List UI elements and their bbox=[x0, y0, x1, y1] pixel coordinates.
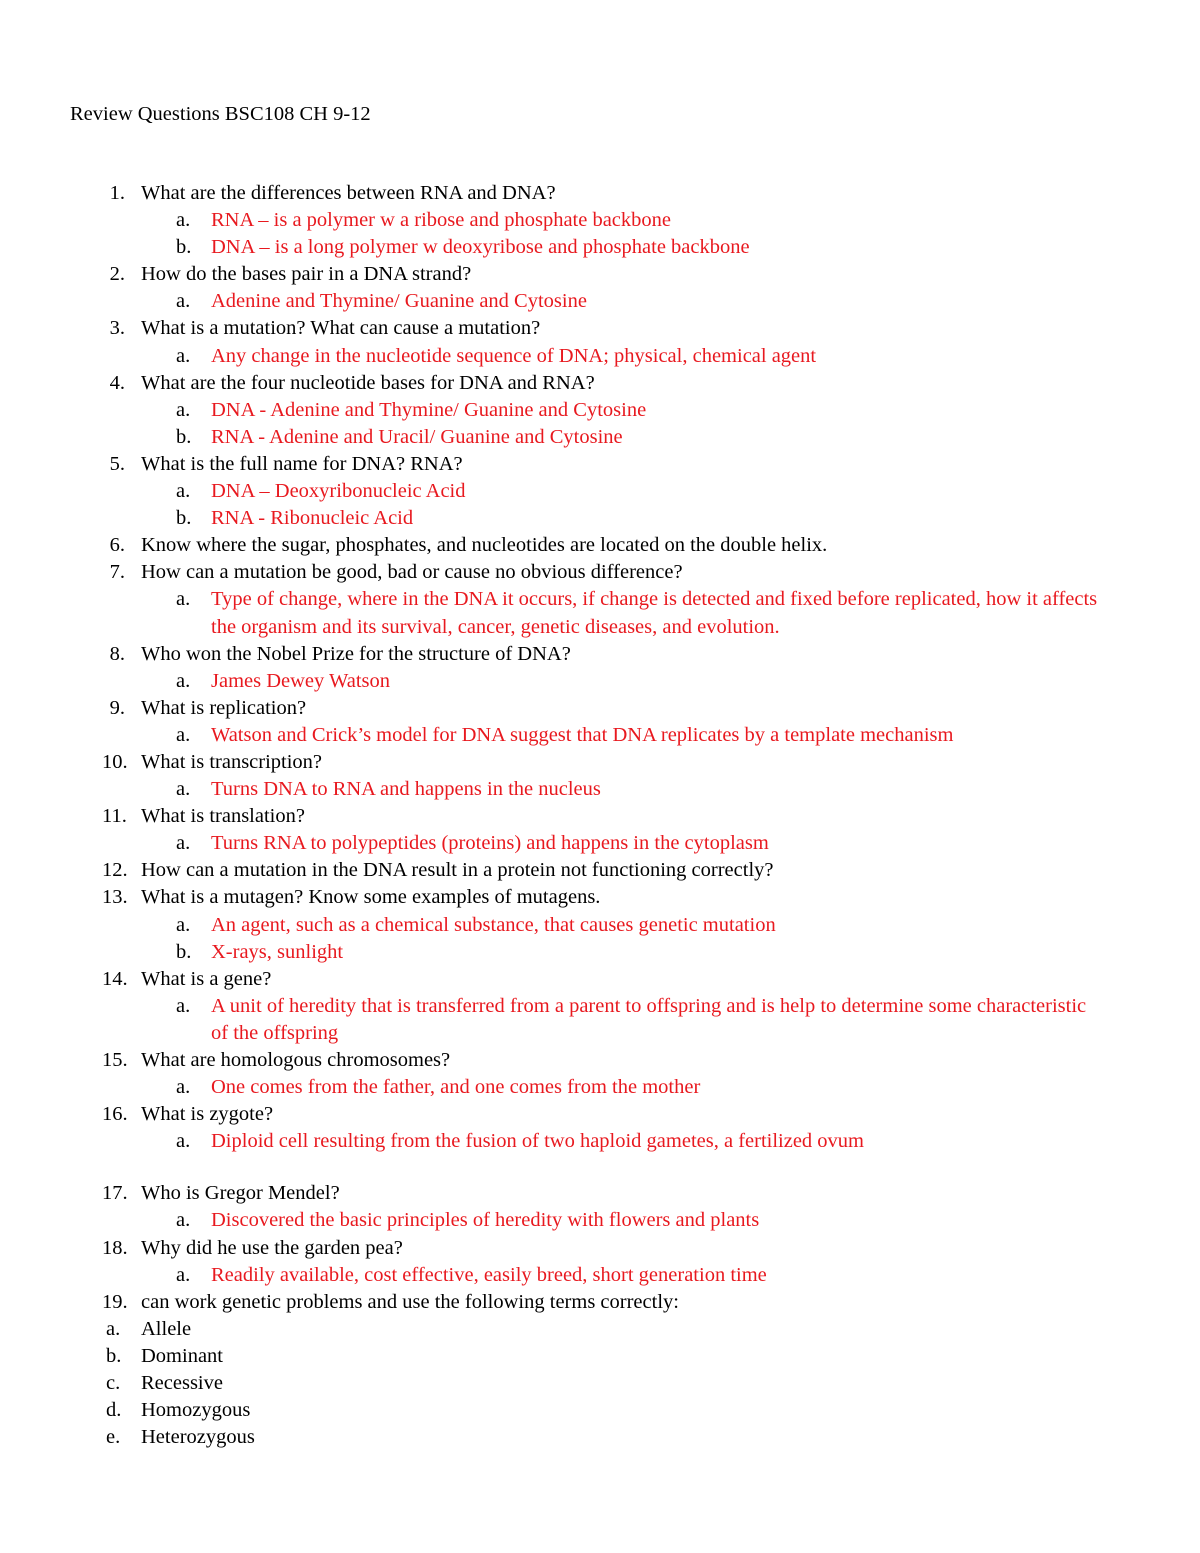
answer-item bbox=[0, 424, 1200, 451]
term-text: Homozygous bbox=[141, 1399, 251, 1422]
answer-text: RNA – is a polymer w a ribose and phosphate backbone bbox=[211, 209, 672, 232]
question-item bbox=[0, 803, 1200, 830]
question-list bbox=[0, 180, 1200, 1451]
question-text: What is a gene? bbox=[141, 967, 272, 990]
question-text: Who is Gregor Mendel? bbox=[141, 1182, 340, 1205]
term-marker: d. bbox=[106, 1399, 122, 1422]
question-text: How do the bases pair in a DNA strand? bbox=[141, 263, 472, 286]
question-text: What is the full name for DNA? RNA? bbox=[141, 452, 463, 475]
question-item bbox=[0, 695, 1200, 722]
question-number: 11. bbox=[102, 805, 127, 828]
answer-marker: a. bbox=[176, 1263, 191, 1286]
answer-text: RNA - Adenine and Uracil/ Guanine and Cytosine bbox=[211, 425, 623, 448]
question-item bbox=[0, 1101, 1200, 1128]
question-number: 3. bbox=[109, 317, 125, 340]
question-text: What is zygote? bbox=[141, 1103, 274, 1126]
answer-text: An agent, such as a chemical substance, that causes genetic mutation bbox=[211, 913, 776, 936]
question-text: can work genetic problems and use the following terms correctly: bbox=[141, 1290, 679, 1313]
answer-item bbox=[0, 343, 1200, 370]
answer-text: DNA – is a long polymer w deoxyribose and phosphate backbone bbox=[211, 236, 750, 259]
question-text: What are homologous chromosomes? bbox=[141, 1049, 451, 1071]
answer-item bbox=[0, 207, 1200, 234]
question-number: 2. bbox=[109, 263, 125, 286]
term-marker: a. bbox=[106, 1317, 121, 1340]
answer-item bbox=[0, 668, 1200, 695]
question-number: 13. bbox=[102, 886, 128, 909]
answer-marker: a. bbox=[176, 290, 191, 313]
question-item bbox=[0, 180, 1200, 207]
spacer bbox=[0, 1155, 1200, 1180]
answer-item bbox=[0, 505, 1200, 532]
answer-text: Adenine and Thymine/ Guanine and Cytosine bbox=[211, 290, 587, 313]
answer-item bbox=[0, 1128, 1200, 1155]
question-text: Know where the sugar, phosphates, and nucleotides are located on the double helix. bbox=[141, 534, 828, 557]
answer-item bbox=[0, 1207, 1200, 1234]
answer-item bbox=[0, 993, 1200, 1047]
question-item bbox=[0, 1235, 1200, 1262]
answer-marker: a. bbox=[176, 723, 191, 746]
answer-item bbox=[0, 939, 1200, 966]
answer-marker: a. bbox=[176, 344, 191, 367]
question-text: What is replication? bbox=[141, 696, 307, 719]
answer-marker: a. bbox=[176, 994, 191, 1017]
question-item bbox=[0, 1289, 1200, 1316]
question-item bbox=[0, 261, 1200, 288]
question-number: 19. bbox=[102, 1290, 128, 1313]
answer-item bbox=[0, 478, 1200, 505]
question-number: 5. bbox=[109, 452, 125, 475]
term-text: Dominant bbox=[141, 1344, 223, 1367]
answer-item bbox=[0, 1074, 1200, 1101]
question-number: 6. bbox=[109, 534, 125, 557]
question-number: 15. bbox=[102, 1049, 128, 1071]
answer-marker: a. bbox=[176, 398, 191, 421]
answer-text: Type of change, where in the DNA it occurs, if change is detected and fixed before replicated, how it affects the organism and its survival, cancer, genetic diseases, and evolution. bbox=[211, 588, 1098, 638]
answer-text: Turns DNA to RNA and happens in the nucleus bbox=[211, 778, 601, 801]
term-item bbox=[0, 1397, 1200, 1424]
answer-item bbox=[0, 234, 1200, 261]
question-item bbox=[0, 559, 1200, 586]
answer-marker: a. bbox=[176, 1076, 191, 1099]
answer-text: Any change in the nucleotide sequence of DNA; physical, chemical agent bbox=[211, 344, 817, 367]
answer-marker: a. bbox=[176, 1209, 191, 1232]
answer-marker: a. bbox=[176, 832, 191, 855]
question-number: 14. bbox=[102, 967, 128, 990]
question-text: How can a mutation be good, bad or cause no obvious difference? bbox=[141, 561, 683, 584]
answer-text: James Dewey Watson bbox=[211, 669, 391, 692]
term-marker: b. bbox=[106, 1344, 122, 1367]
question-text: What is translation? bbox=[141, 805, 305, 828]
term-item bbox=[0, 1343, 1200, 1370]
term-text: Allele bbox=[141, 1317, 192, 1340]
answer-marker: a. bbox=[176, 1130, 191, 1153]
question-number: 17. bbox=[102, 1182, 128, 1205]
answer-item bbox=[0, 722, 1200, 749]
question-item bbox=[0, 857, 1200, 884]
question-text: What are the differences between RNA and DNA? bbox=[141, 182, 556, 204]
answer-marker: a. bbox=[176, 480, 191, 503]
question-text: What is a mutation? What can cause a mutation? bbox=[141, 317, 541, 340]
term-item bbox=[0, 1370, 1200, 1397]
question-item bbox=[0, 1047, 1200, 1074]
question-item bbox=[0, 1180, 1200, 1207]
answer-text: One comes from the father, and one comes from the mother bbox=[211, 1076, 701, 1099]
answer-text: X-rays, sunlight bbox=[211, 940, 344, 963]
answer-marker: a. bbox=[176, 209, 191, 232]
question-text: What is transcription? bbox=[141, 750, 323, 773]
answer-text: Discovered the basic principles of heredity with flowers and plants bbox=[211, 1209, 760, 1232]
question-text: Who won the Nobel Prize for the structure of DNA? bbox=[141, 642, 571, 665]
answer-item bbox=[0, 397, 1200, 424]
answer-item bbox=[0, 1262, 1200, 1289]
question-number: 4. bbox=[109, 371, 125, 394]
answer-marker: a. bbox=[176, 913, 191, 936]
term-item bbox=[0, 1316, 1200, 1343]
term-marker: c. bbox=[106, 1372, 121, 1395]
term-marker: e. bbox=[106, 1426, 121, 1449]
question-text: What are the four nucleotide bases for DNA and RNA? bbox=[141, 371, 595, 394]
answer-marker: b. bbox=[176, 236, 192, 259]
answer-text: RNA - Ribonucleic Acid bbox=[211, 507, 414, 530]
page-title: Review Questions BSC108 CH 9-12 bbox=[70, 103, 371, 125]
question-number: 12. bbox=[102, 859, 128, 882]
answer-text: Readily available, cost effective, easily breed, short generation time bbox=[211, 1263, 767, 1286]
answer-item bbox=[0, 586, 1200, 640]
question-number: 8. bbox=[109, 642, 125, 665]
question-item bbox=[0, 315, 1200, 342]
answer-marker: b. bbox=[176, 425, 192, 448]
question-number: 16. bbox=[102, 1103, 128, 1126]
answer-text: Watson and Crick’s model for DNA suggest that DNA replicates by a template mechanism bbox=[211, 723, 954, 746]
answer-marker: a. bbox=[176, 669, 191, 692]
answer-marker: b. bbox=[176, 507, 192, 530]
answer-item bbox=[0, 912, 1200, 939]
question-number: 10. bbox=[102, 750, 128, 773]
question-number: 1. bbox=[109, 182, 125, 204]
term-text: Recessive bbox=[141, 1372, 223, 1395]
question-item bbox=[0, 641, 1200, 668]
answer-item bbox=[0, 288, 1200, 315]
question-text: What is a mutagen? Know some examples of mutagens. bbox=[141, 886, 601, 909]
question-number: 7. bbox=[109, 561, 125, 584]
question-item bbox=[0, 749, 1200, 776]
question-item bbox=[0, 532, 1200, 559]
term-text: Heterozygous bbox=[141, 1426, 255, 1449]
answer-text: DNA - Adenine and Thymine/ Guanine and Cytosine bbox=[211, 398, 647, 421]
answer-text: A unit of heredity that is transferred from a parent to offspring and is help to determine some characteristic of the offspring bbox=[211, 994, 1087, 1044]
answer-marker: a. bbox=[176, 588, 191, 611]
answer-item bbox=[0, 830, 1200, 857]
answer-marker: b. bbox=[176, 940, 192, 963]
question-item bbox=[0, 370, 1200, 397]
answer-marker: a. bbox=[176, 778, 191, 801]
question-text: How can a mutation in the DNA result in a protein not functioning correctly? bbox=[141, 859, 774, 882]
question-item bbox=[0, 884, 1200, 911]
question-number: 18. bbox=[102, 1236, 128, 1259]
answer-text: DNA – Deoxyribonucleic Acid bbox=[211, 480, 466, 503]
question-text: Why did he use the garden pea? bbox=[141, 1236, 403, 1259]
question-item bbox=[0, 451, 1200, 478]
term-item bbox=[0, 1424, 1200, 1451]
answer-item bbox=[0, 776, 1200, 803]
answer-text: Turns RNA to polypeptides (proteins) and happens in the cytoplasm bbox=[211, 832, 769, 855]
question-number: 9. bbox=[109, 696, 125, 719]
question-item bbox=[0, 966, 1200, 993]
answer-text: Diploid cell resulting from the fusion of two haploid gametes, a fertilized ovum bbox=[211, 1130, 864, 1153]
